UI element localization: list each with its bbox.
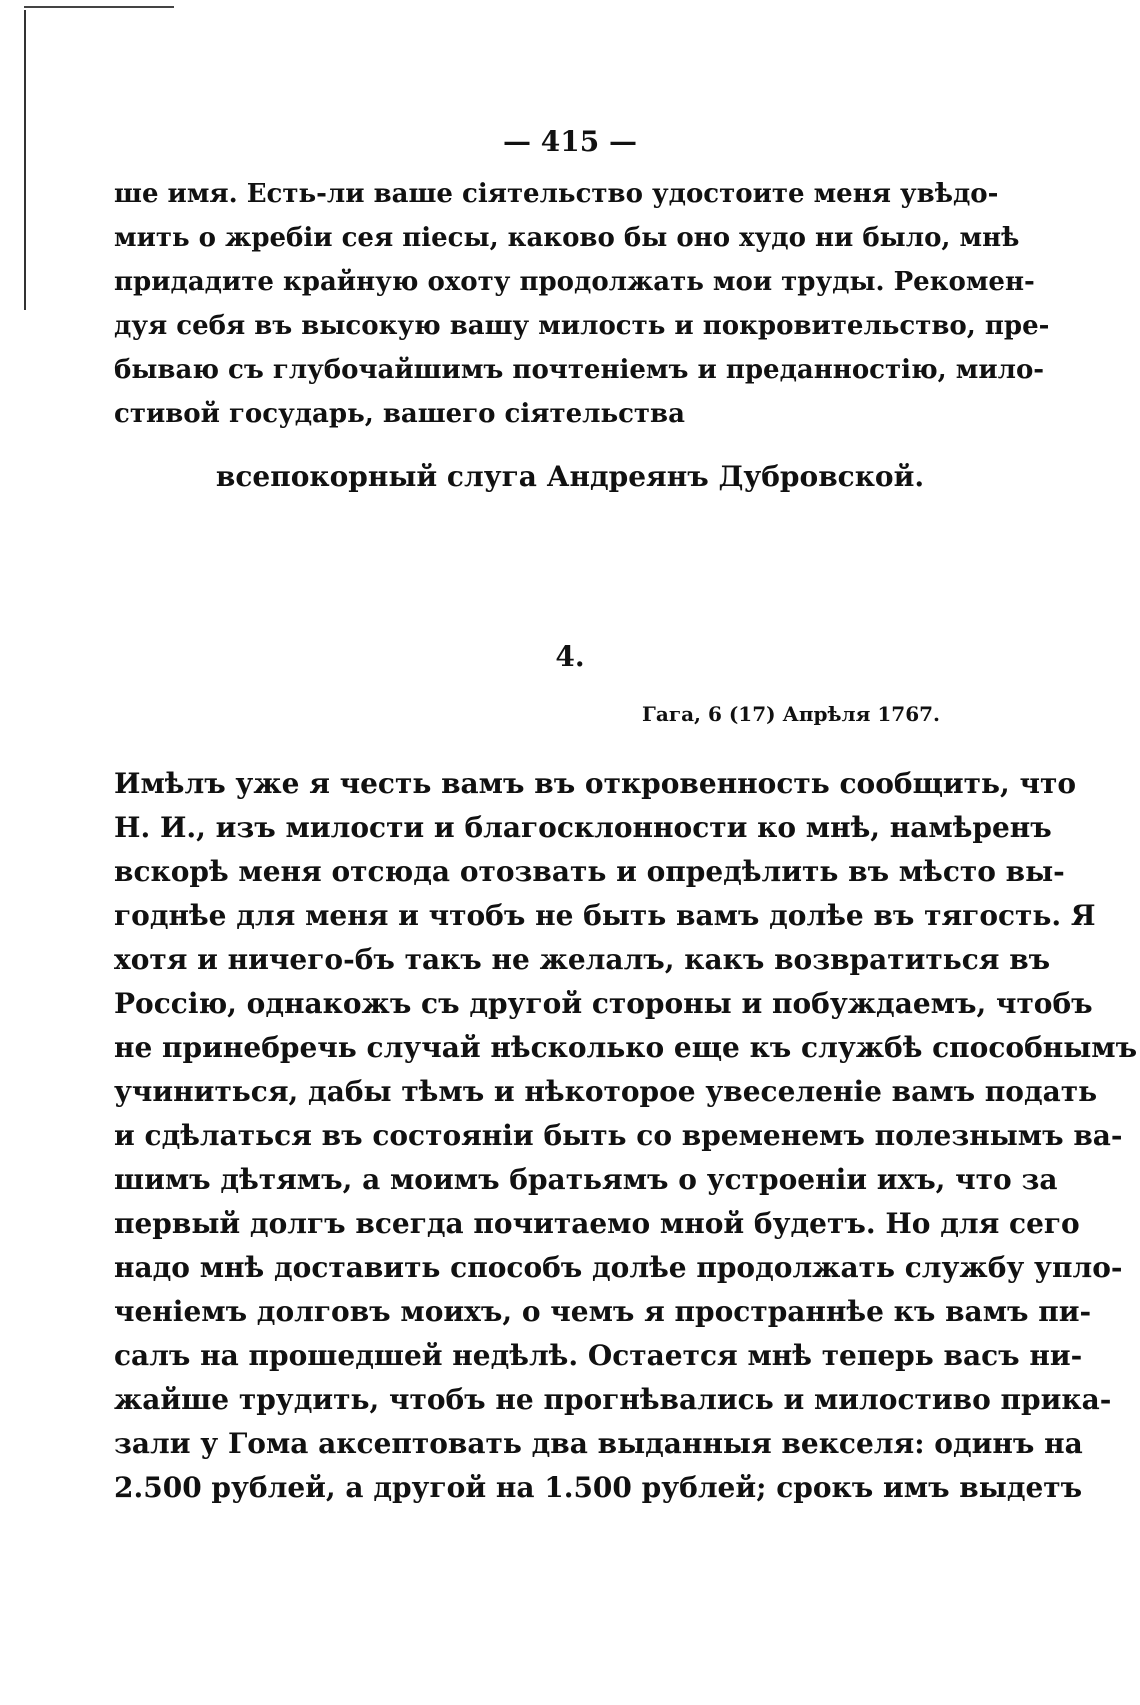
page-number: — 415 — [503, 125, 637, 158]
signature-line: всепокорный слуга Андреянъ Дубровской. [215, 460, 925, 493]
text-line: хотя и ничего-бъ такъ не желалъ, какъ возвратиться въ [114, 943, 1051, 976]
text-line: Россію, однакожъ съ другой стороны и побуждаемъ, чтобъ [114, 987, 1093, 1020]
text-line: Н. И., изъ милости и благосклонности ко мнѣ, намѣренъ [114, 811, 1052, 844]
text-line: и сдѣлаться въ состояніи быть со временемъ полезнымъ ва- [114, 1119, 1123, 1152]
text-line: годнѣе для меня и чтобъ не быть вамъ долѣе въ тягость. Я [114, 899, 1096, 932]
text-line: салъ на прошедшей недѣлѣ. Остается мнѣ теперь васъ ни- [114, 1339, 1083, 1372]
text-line: не принебречь случай нѣсколько еще къ службѣ способнымъ [114, 1031, 1138, 1064]
text-line: зали у Гома аксептовать два выданныя векселя: одинъ на [114, 1427, 1083, 1460]
text-line: мить о жребіи сея піесы, каково бы оно худо ни было, мнѣ [114, 223, 1020, 253]
scan-left-edge [24, 10, 26, 310]
text-line: шимъ дѣтямъ, а моимъ братьямъ о устроеніи ихъ, что за [114, 1163, 1058, 1196]
text-line: учиниться, дабы тѣмъ и нѣкоторое увеселеніе вамъ подать [114, 1075, 1098, 1108]
paragraph-letter-ending [114, 172, 1050, 436]
text-line: 2.500 рублей, а другой на 1.500 рублей; срокъ имъ выдетъ [114, 1471, 1083, 1504]
letter-number-heading: 4. [555, 640, 585, 673]
paragraph-letter-body [114, 762, 1138, 1510]
text-line: ше имя. Есть-ли ваше сіятельство удостоите меня увѣдо- [114, 179, 999, 209]
scan-top-edge [24, 6, 174, 8]
text-line: жайше трудить, чтобъ не прогнѣвались и милостиво прика- [114, 1383, 1112, 1416]
dateline: Гага, 6 (17) Апрѣля 1767. [642, 702, 940, 726]
text-line: бываю съ глубочайшимъ почтеніемъ и преданностію, мило- [114, 355, 1045, 385]
text-line: дуя себя въ высокую вашу милость и покровительство, пре- [114, 311, 1050, 341]
text-line: надо мнѣ доставить способъ долѣе продолжать службу упло- [114, 1251, 1123, 1284]
text-line: первый долгъ всегда почитаемо мной будетъ. Но для сего [114, 1207, 1080, 1240]
text-line: придадите крайную охоту продолжать мои труды. Рекомен- [114, 267, 1035, 297]
text-line: Имѣлъ уже я честь вамъ въ откровенность сообщить, что [114, 767, 1077, 800]
text-line: ченіемъ долговъ моихъ, о чемъ я пространнѣе къ вамъ пи- [114, 1295, 1092, 1328]
text-line: вскорѣ меня отсюда отозвать и опредѣлить въ мѣсто вы- [114, 855, 1065, 888]
text-line: стивой государь, вашего сіятельства [114, 399, 685, 429]
